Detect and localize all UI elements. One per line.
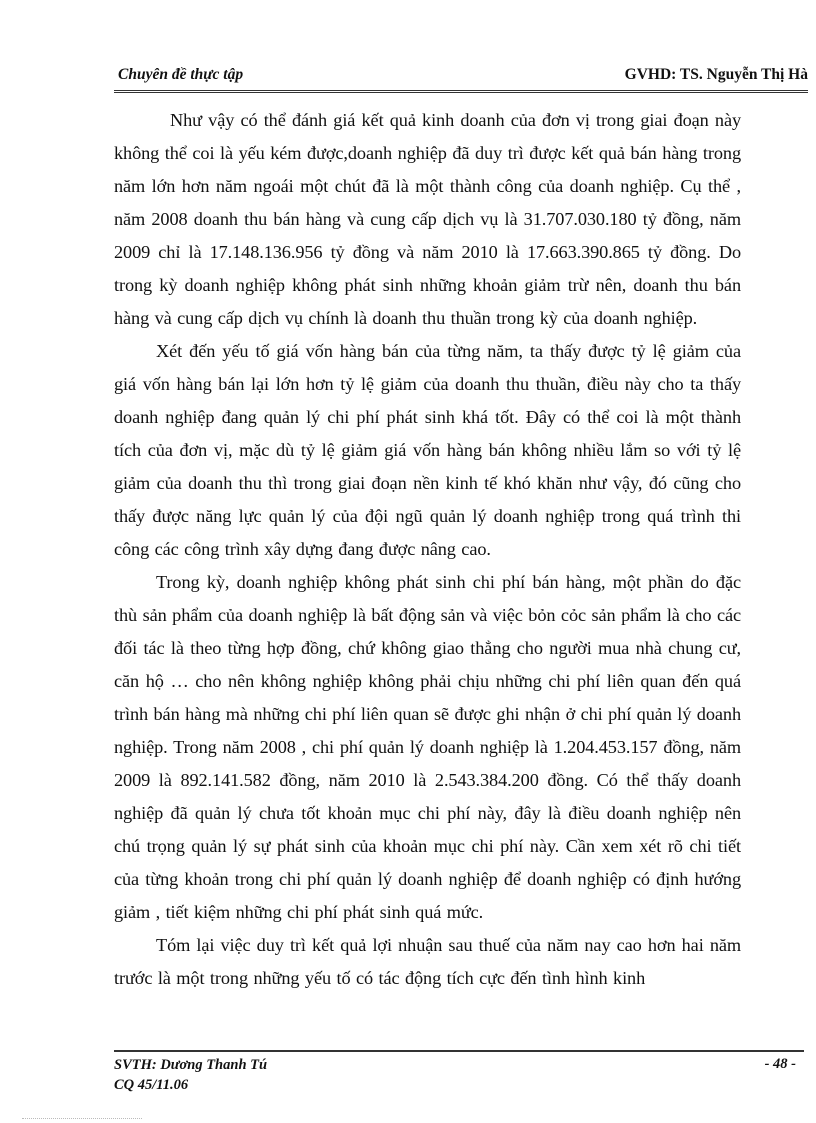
paragraph-1: Như vậy có thể đánh giá kết quả kinh doanh của đơn vị trong giai đoạn này không thể coi là yếu kém được,doanh nghiệp đã duy trì được kết quả bán hàng trong năm lớn hơn năm ngoái một chút đã là một thành công của doanh nghiệp. Cụ thể , năm 2008 doanh thu bán hàng và cung cấp dịch vụ là 31.707.030.180 tỷ đồng, năm 2009 chỉ là 17.148.136.956 tỷ đồng và năm 2010 là 17.663.390.865 tỷ đồng. Do trong kỳ doanh nghiệp không phát sinh những khoản giảm trừ nên, doanh thu bán hàng và cung cấp dịch vụ chính là doanh thu thuần trong kỳ của doanh nghiệp. xyxy=(114,110,741,328)
bottom-dotted-divider xyxy=(22,1118,142,1119)
footer-class: CQ 45/11.06 xyxy=(114,1077,189,1093)
header-advisor: GVHD: TS. Nguyễn Thị Hà xyxy=(624,66,808,83)
header-title: Chuyên đề thực tập xyxy=(118,66,244,83)
page-number: - 48 - xyxy=(764,1056,796,1072)
body-text xyxy=(114,104,741,995)
page-header xyxy=(114,64,808,93)
page-footer xyxy=(114,1050,804,1095)
paragraph-2: Xét đến yếu tố giá vốn hàng bán của từng năm, ta thấy được tỷ lệ giảm của giá vốn hàng bán lại lớn hơn tỷ lệ giảm của doanh thu thuần, điều này cho ta thấy doanh nghiệp đang quản lý chi phí phát sinh khá tốt. Đây có thể coi là một thành tích của đơn vị, mặc dù tỷ lệ giảm giá vốn hàng bán không nhiều lắm so với tỷ lệ giảm của doanh thu thì trong giai đoạn nền kinh tế khó khăn như vậy, đó cũng cho thấy được năng lực quản lý của đội ngũ quản lý doanh nghiệp trong quá trình thi công các công trình xây dựng đang được nâng cao. xyxy=(114,341,741,559)
paragraph-3: Trong kỳ, doanh nghiệp không phát sinh chi phí bán hàng, một phần do đặc thù sản phẩm của doanh nghiệp là bất động sản và việc bỏn cỏc sản phẩm là cho các đối tác là theo từng hợp đồng, chứ không giao thẳng cho người mua nhà chung cư, căn hộ … cho nên không nghiệp không phải chịu những chi phí liên quan đến quá trình bán hàng mà những chi phí liên quan sẽ được ghi nhận ở chi phí quản lý doanh nghiệp. Trong năm 2008 , chi phí quản lý doanh nghiệp là 1.204.453.157 đồng, năm 2009 là 892.141.582 đồng, năm 2010 là 2.543.384.200 đồng. Có thể thấy doanh nghiệp đã quản lý chưa tốt khoản mục chi phí này, đây là điều doanh nghiệp nên chú trọng quản lý sự phát sinh của khoản mục chi phí này. Cần xem xét rõ chi tiết của từng khoản trong chi phí quản lý doanh nghiệp để doanh nghiệp có định hướng giảm , tiết kiệm những chi phí phát sinh quá mức. xyxy=(114,572,741,922)
paragraph-4: Tóm lại việc duy trì kết quả lợi nhuận sau thuế của năm nay cao hơn hai năm trước là một trong những yếu tố có tác động tích cực đến tình hình kinh xyxy=(114,935,741,988)
footer-author: SVTH: Dương Thanh Tú xyxy=(114,1057,268,1073)
